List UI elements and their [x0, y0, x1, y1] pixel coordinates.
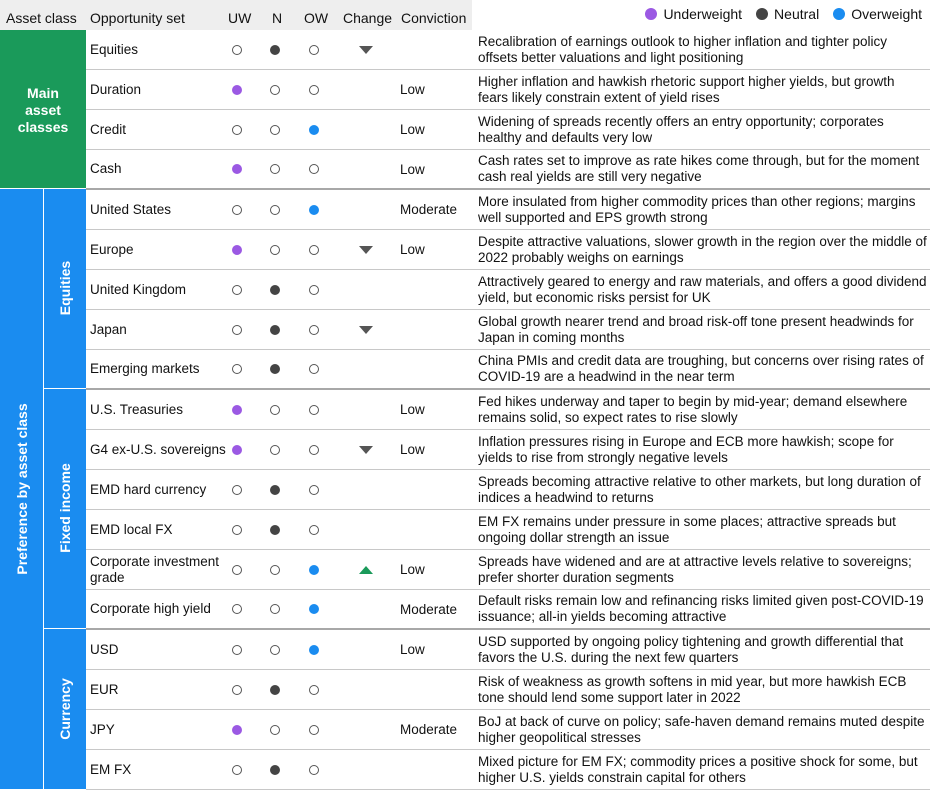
table-row — [86, 190, 930, 230]
position-n-cell — [270, 630, 282, 669]
opportunity-name: Europe — [90, 241, 134, 257]
empty-circle-icon — [232, 565, 242, 575]
change-cell — [359, 270, 375, 309]
position-n-cell — [270, 110, 282, 149]
filled-circle-icon — [270, 685, 280, 695]
conviction-cell: Low — [400, 402, 425, 417]
table-row — [86, 230, 930, 270]
conviction-cell — [400, 470, 480, 509]
opportunity-name: Corporate investment grade — [90, 553, 220, 585]
header-uw: UW — [228, 10, 252, 26]
opportunity-name: EUR — [90, 681, 119, 697]
position-uw-cell — [232, 270, 244, 309]
empty-circle-icon — [270, 205, 280, 215]
triangle-down-icon — [359, 246, 373, 254]
empty-circle-icon — [270, 445, 280, 455]
table-row — [86, 470, 930, 510]
conviction-cell — [400, 510, 480, 549]
conviction-cell — [400, 30, 480, 69]
table-row — [86, 590, 930, 630]
position-ow-cell — [309, 30, 321, 69]
position-n-cell — [270, 470, 282, 509]
position-uw-cell — [232, 510, 244, 549]
change-cell — [359, 750, 375, 789]
position-ow-cell — [309, 630, 321, 669]
conviction-cell — [400, 270, 480, 309]
position-n-cell — [270, 710, 282, 749]
preference-label: Preference by asset class — [14, 403, 30, 575]
empty-circle-icon — [232, 285, 242, 295]
change-cell — [359, 510, 375, 549]
change-cell — [359, 30, 375, 69]
table-row — [86, 150, 930, 190]
position-uw-cell — [232, 470, 244, 509]
header-conviction: Conviction — [401, 10, 467, 26]
description-cell: BoJ at back of curve on policy; safe-haven demand remains muted despite higher geopolitical stresses — [478, 713, 925, 745]
empty-circle-icon — [309, 45, 319, 55]
empty-circle-icon — [270, 164, 280, 174]
opportunity-name: Emerging markets — [90, 361, 200, 376]
conviction-cell: Moderate — [400, 202, 458, 217]
legend-underweight-label: Underweight — [663, 6, 743, 22]
opportunity-name: USD — [90, 641, 119, 657]
description-cell: Cash rates set to improve as rate hikes come through, but for the moment cash real yields are still very negative — [478, 153, 920, 184]
description-cell: Higher inflation and hawkish rhetoric support higher yields, but growth fears likely constrain extent of yield rises — [478, 73, 895, 105]
conviction-cell: Low — [400, 122, 425, 137]
table-row — [86, 310, 930, 350]
position-n-cell — [270, 30, 282, 69]
legend-overweight-label: Overweight — [851, 6, 922, 22]
table-row — [86, 550, 930, 590]
opportunity-name: Japan — [90, 321, 127, 337]
description-cell: Attractively geared to energy and raw materials, and offers a good dividend yield, but economic risks persist for UK — [478, 273, 927, 305]
change-cell — [359, 550, 375, 589]
position-uw-cell — [232, 30, 244, 69]
legend-neutral — [756, 6, 819, 22]
filled-circle-icon — [232, 405, 242, 415]
description-cell: Despite attractive valuations, slower growth in the region over the middle of 2022 probably weighs on earnings — [478, 233, 927, 265]
table-row — [86, 750, 930, 790]
conviction-cell: Moderate — [400, 601, 458, 617]
filled-circle-icon — [309, 565, 319, 575]
position-uw-cell — [232, 230, 244, 269]
position-ow-cell — [309, 310, 321, 349]
filled-circle-icon — [270, 765, 280, 775]
filled-circle-icon — [232, 725, 242, 735]
position-n-cell — [270, 430, 282, 469]
empty-circle-icon — [309, 445, 319, 455]
table-row — [86, 710, 930, 750]
position-uw-cell — [232, 430, 244, 469]
position-uw-cell — [232, 70, 244, 109]
header-n: N — [272, 10, 283, 26]
conviction-cell: Low — [400, 642, 425, 657]
empty-circle-icon — [309, 685, 319, 695]
filled-circle-icon — [270, 45, 280, 55]
triangle-down-icon — [359, 46, 373, 54]
opportunity-name: Corporate high yield — [90, 601, 211, 616]
change-cell — [359, 230, 375, 269]
position-ow-cell — [309, 110, 321, 149]
position-ow-cell — [309, 230, 321, 269]
legend-underweight — [645, 6, 742, 22]
position-uw-cell — [232, 390, 244, 429]
table-row — [86, 510, 930, 550]
change-cell — [359, 150, 375, 188]
table-row — [86, 270, 930, 310]
opportunity-name: Cash — [90, 161, 122, 176]
opportunity-name: U.S. Treasuries — [90, 401, 184, 417]
currency-label: Currency — [57, 678, 73, 740]
filled-circle-icon — [270, 285, 280, 295]
position-n-cell — [270, 150, 282, 188]
filled-circle-icon — [309, 604, 319, 614]
position-uw-cell — [232, 550, 244, 589]
empty-circle-icon — [270, 405, 280, 415]
empty-circle-icon — [309, 364, 319, 374]
position-uw-cell — [232, 710, 244, 749]
conviction-cell — [400, 350, 480, 388]
position-uw-cell — [232, 110, 244, 149]
description-cell: Fed hikes underway and taper to begin by mid-year; demand elsewhere remains solid, so expect rates to rise slowly — [478, 393, 908, 425]
opportunity-name: Equities — [90, 41, 139, 57]
filled-circle-icon — [232, 85, 242, 95]
position-n-cell — [270, 190, 282, 229]
description-cell: Recalibration of earnings outlook to higher inflation and tighter policy offsets better valuations and light positioning — [478, 33, 888, 65]
empty-circle-icon — [232, 765, 242, 775]
conviction-cell: Low — [400, 161, 425, 177]
position-n-cell — [270, 390, 282, 429]
description-cell: Spreads becoming attractive relative to other markets, but long duration of indices a headwind to returns — [478, 473, 921, 505]
filled-circle-icon — [270, 525, 280, 535]
change-cell — [359, 350, 375, 388]
position-ow-cell — [309, 350, 321, 388]
change-cell — [359, 590, 375, 628]
empty-circle-icon — [309, 245, 319, 255]
description-cell: China PMIs and credit data are troughing, but concerns over rising rates of COVID-19 are a headwind in the near term — [478, 353, 924, 384]
filled-circle-icon — [270, 364, 280, 374]
triangle-up-icon — [359, 566, 373, 574]
empty-circle-icon — [232, 485, 242, 495]
position-ow-cell — [309, 470, 321, 509]
opportunity-name: Duration — [90, 81, 142, 97]
position-ow-cell — [309, 190, 321, 229]
empty-circle-icon — [232, 604, 242, 614]
empty-circle-icon — [232, 525, 242, 535]
position-uw-cell — [232, 350, 244, 388]
empty-circle-icon — [232, 645, 242, 655]
empty-circle-icon — [270, 565, 280, 575]
overweight-dot-icon — [833, 8, 845, 20]
empty-circle-icon — [232, 325, 242, 335]
conviction-cell — [400, 670, 480, 709]
filled-circle-icon — [309, 205, 319, 215]
description-cell: EM FX remains under pressure in some places; attractive spreads but ongoing dollar strength an issue — [478, 513, 896, 545]
description-cell: Widening of spreads recently offers an entry opportunity; corporates healthy and defaults very low — [478, 113, 884, 145]
change-cell — [359, 70, 375, 109]
underweight-dot-icon — [645, 8, 657, 20]
empty-circle-icon — [232, 125, 242, 135]
main-asset-classes-label: Main asset classes — [17, 85, 69, 135]
change-cell — [359, 630, 375, 669]
conviction-cell: Low — [400, 242, 425, 257]
empty-circle-icon — [309, 525, 319, 535]
table-row — [86, 430, 930, 470]
position-n-cell — [270, 750, 282, 789]
opportunity-name: EM FX — [90, 761, 132, 777]
opportunity-name: G4 ex-U.S. sovereigns — [90, 441, 226, 457]
table-row — [86, 670, 930, 710]
opportunity-name: EMD local FX — [90, 521, 173, 537]
header-asset-class: Asset class — [6, 10, 77, 26]
position-ow-cell — [309, 670, 321, 709]
empty-circle-icon — [270, 645, 280, 655]
position-ow-cell — [309, 710, 321, 749]
neutral-dot-icon — [756, 8, 768, 20]
position-n-cell — [270, 350, 282, 388]
filled-circle-icon — [270, 485, 280, 495]
change-cell — [359, 470, 375, 509]
empty-circle-icon — [309, 164, 319, 174]
empty-circle-icon — [232, 205, 242, 215]
empty-circle-icon — [309, 85, 319, 95]
change-cell — [359, 110, 375, 149]
triangle-down-icon — [359, 446, 373, 454]
empty-circle-icon — [270, 125, 280, 135]
position-ow-cell — [309, 70, 321, 109]
equities-label: Equities — [57, 260, 73, 316]
description-cell: USD supported by ongoing policy tightening and growth differential that favors the U.S. during the next few quarters — [478, 633, 904, 665]
opportunity-name: EMD hard currency — [90, 481, 207, 497]
conviction-cell: Moderate — [400, 722, 458, 737]
filled-circle-icon — [270, 325, 280, 335]
position-uw-cell — [232, 750, 244, 789]
empty-circle-icon — [232, 685, 242, 695]
description-cell: Spreads have widened and are at attractive levels relative to sovereigns; prefer shorter duration segments — [478, 553, 912, 585]
empty-circle-icon — [309, 725, 319, 735]
empty-circle-icon — [270, 604, 280, 614]
description-cell: More insulated from higher commodity prices than other regions; margins well supported and EPS growth strong — [478, 193, 916, 225]
position-n-cell — [270, 230, 282, 269]
position-ow-cell — [309, 590, 321, 628]
empty-circle-icon — [232, 364, 242, 374]
position-n-cell — [270, 310, 282, 349]
conviction-cell: Low — [400, 562, 425, 577]
position-uw-cell — [232, 150, 244, 188]
change-cell — [359, 430, 375, 469]
table-row — [86, 70, 930, 110]
table-row — [86, 350, 930, 390]
empty-circle-icon — [309, 765, 319, 775]
change-cell — [359, 310, 375, 349]
table-row — [86, 630, 930, 670]
opportunity-name: JPY — [90, 721, 115, 737]
empty-circle-icon — [309, 405, 319, 415]
change-cell — [359, 670, 375, 709]
position-n-cell — [270, 270, 282, 309]
position-n-cell — [270, 70, 282, 109]
position-n-cell — [270, 590, 282, 628]
filled-circle-icon — [232, 164, 242, 174]
change-cell — [359, 710, 375, 749]
position-n-cell — [270, 550, 282, 589]
position-ow-cell — [309, 750, 321, 789]
empty-circle-icon — [270, 245, 280, 255]
header-change: Change — [343, 10, 393, 26]
position-uw-cell — [232, 310, 244, 349]
filled-circle-icon — [232, 445, 242, 455]
triangle-down-icon — [359, 326, 373, 334]
position-ow-cell — [309, 150, 321, 188]
filled-circle-icon — [309, 125, 319, 135]
change-cell — [359, 190, 375, 229]
change-cell — [359, 390, 375, 429]
empty-circle-icon — [270, 725, 280, 735]
position-ow-cell — [309, 550, 321, 589]
empty-circle-icon — [309, 285, 319, 295]
header-ow: OW — [304, 10, 329, 26]
position-ow-cell — [309, 510, 321, 549]
legend-overweight — [833, 6, 922, 22]
position-n-cell — [270, 510, 282, 549]
opportunity-name: Credit — [90, 121, 127, 137]
fixed-income-label: Fixed income — [57, 463, 73, 553]
description-cell: Inflation pressures rising in Europe and ECB more hawkish; scope for yields to rise from strongly negative levels — [478, 433, 894, 465]
position-ow-cell — [309, 390, 321, 429]
empty-circle-icon — [309, 485, 319, 495]
conviction-cell — [400, 750, 480, 789]
filled-circle-icon — [232, 245, 242, 255]
empty-circle-icon — [270, 85, 280, 95]
position-uw-cell — [232, 630, 244, 669]
description-cell: Global growth nearer trend and broad risk-off tone present headwinds for Japan in coming months — [478, 313, 914, 345]
position-uw-cell — [232, 590, 244, 628]
description-cell: Mixed picture for EM FX; commodity prices a positive shock for some, but higher U.S. yields constrain capital for others — [478, 753, 918, 785]
filled-circle-icon — [309, 645, 319, 655]
header-opportunity-set: Opportunity set — [90, 10, 185, 26]
position-uw-cell — [232, 670, 244, 709]
conviction-cell: Low — [400, 82, 425, 97]
opportunity-name: United States — [90, 201, 172, 217]
opportunity-name: United Kingdom — [90, 281, 187, 297]
legend-neutral-label: Neutral — [774, 6, 820, 22]
legend — [645, 6, 922, 22]
empty-circle-icon — [309, 325, 319, 335]
position-uw-cell — [232, 190, 244, 229]
description-cell: Risk of weakness as growth softens in mid year, but more hawkish ECB tone should lend some support later in 2022 — [478, 673, 907, 705]
table-row — [86, 390, 930, 430]
empty-circle-icon — [232, 45, 242, 55]
table-row — [86, 30, 930, 70]
position-n-cell — [270, 670, 282, 709]
table-row — [86, 110, 930, 150]
conviction-cell — [400, 310, 480, 349]
description-cell: Default risks remain low and refinancing risks limited given post-COVID-19 issuance; all-in yields becoming attractive — [478, 593, 924, 624]
position-ow-cell — [309, 270, 321, 309]
conviction-cell: Low — [400, 442, 425, 457]
position-ow-cell — [309, 430, 321, 469]
